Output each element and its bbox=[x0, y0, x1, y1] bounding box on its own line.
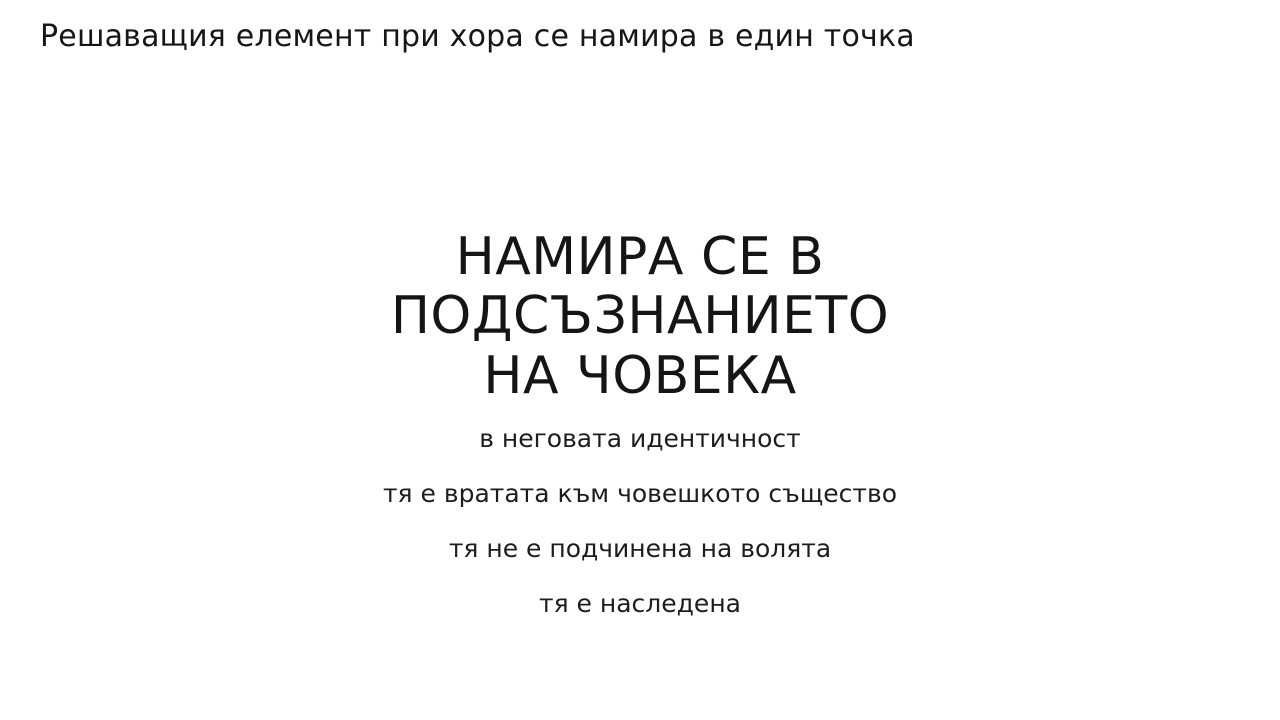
subline-identity: в неговата идентичност bbox=[479, 423, 801, 453]
headline-line-1: НАМИРА СЕ В bbox=[455, 227, 825, 287]
headline bbox=[320, 228, 960, 406]
slide-body bbox=[320, 228, 960, 620]
headline-line-3: НА ЧОВЕКА bbox=[483, 345, 797, 406]
slide-title: Решаващия елемент при хора се намира в един точка bbox=[40, 19, 915, 54]
subline-inherited: тя е наследена bbox=[539, 588, 741, 618]
subline-will: тя не е подчинена на волята bbox=[448, 533, 832, 563]
subline-door: тя е вратата към човешкото същество bbox=[382, 478, 897, 508]
headline-line-2: ПОДСЪЗНАНИЕТО bbox=[390, 286, 890, 347]
